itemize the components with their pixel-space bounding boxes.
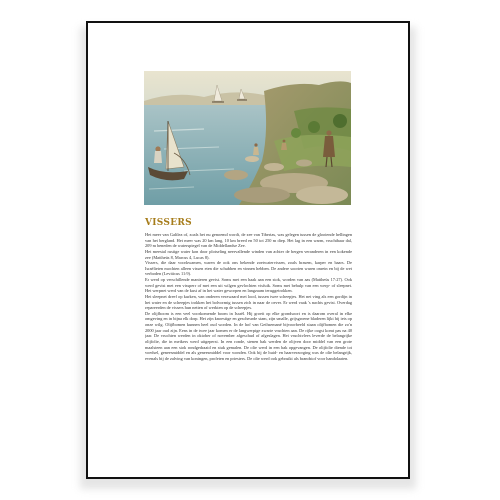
paragraph-1: Het meer van Galilea of, zoals het nu genoemd wordt, de zee van Tiberias, was gelegen tussen de glooiende hellingen van het bergland. Het meer was 20 km lang, 10 km breed en 50 tot 250 m diep. Het lag in een warm, vruchtbaar dal, 209 m beneden de waterspiegel van de Middellandse Zee. bbox=[145, 232, 352, 249]
paragraph-3: Vissers, die daar voorkwamen, waren de ook ons bekende zoetwatervissen, zoals brasem, karper en baars. De Israëlieten mochten alleen vissen eten die schubben en vinnen hebben. De andere soorten waren onrein en bij de wet verboden (Leviticus 11:9). bbox=[145, 260, 352, 277]
paragraph-2: Het meestal rustige water kon door plotseling neervallende winden van achter de bergen veranderen in een kokende zee (Mattheüs 8, Marcus 4, Lucas 8). bbox=[145, 248, 352, 260]
section-heading: VISSERS bbox=[145, 218, 192, 228]
sea-of-galilee-painting bbox=[144, 71, 351, 205]
paragraph-5: Het sleepnet dreef op kurken, van onderen verzwaard met lood, tussen twee scheepjes. Het net ving als een gordijn in het water en de scheepjes trokken het bolvormig tussen zich in naar de oever. Er werd vaak 's nachts gevist. Overdag repareerden de vissers hun netten of werkten op de scheepjes. bbox=[145, 293, 352, 311]
paragraph-4: Er werd op verschillende manieren gevist. Soms met een haak aan een stok, worden van aas (Mattheüs 17:27). Ook werd gevist met een vissperr of met een uit wilgen gevlochten visfuik. Soms met behulp van een werp- of sleepnet. Het werpnet werd van de kust af in het water geworpen en langzaam teruggetrokken. bbox=[145, 277, 352, 294]
paragraph-6: De olijfboom is een veel voorkomende boom in Israël. Hij groeit op elke grondsoort en is daarom overal in elke omgeving en in bijna elk dorp. Het zijn knoestige en gescheurde stam, zijn smalle, grijsgroene bladeren lijkt hij iets op onze wilg. Olijfbomen kunnen heel oud worden. In de hof van Gethsemané bijvoorbeeld staan olijfbomen die zo'n 2000 jaar oud zijn. Eens in de twee jaar komen er de langwerpige zwarte vruchten aan. De rijke oogst komt pas na 40 jaar. De vruchten werden in oktober of november afgeschud of afgeslagen. Het vruchtvlees leverde de belangrijke olijfolie, die in meikers werd uitgeperst. In een ronde, stenen bak werden de olijven door middel van een grote maalsteen aan een stok rondgedraaid en stuk gemalen. De olie werd in een bak opgevangen. De olijfolie diende tot voedsel, geneesmiddel en als geneesmiddel voor wonden. Ook bij de huid- en haarverzorging was de olie belangrijk, evenals bij de zalving van koningen, profeten en priesters. De olie werd ook gebruikt als brandstof voor handolaaten. bbox=[145, 310, 352, 361]
document-page bbox=[86, 21, 410, 479]
article-body bbox=[145, 232, 352, 477]
